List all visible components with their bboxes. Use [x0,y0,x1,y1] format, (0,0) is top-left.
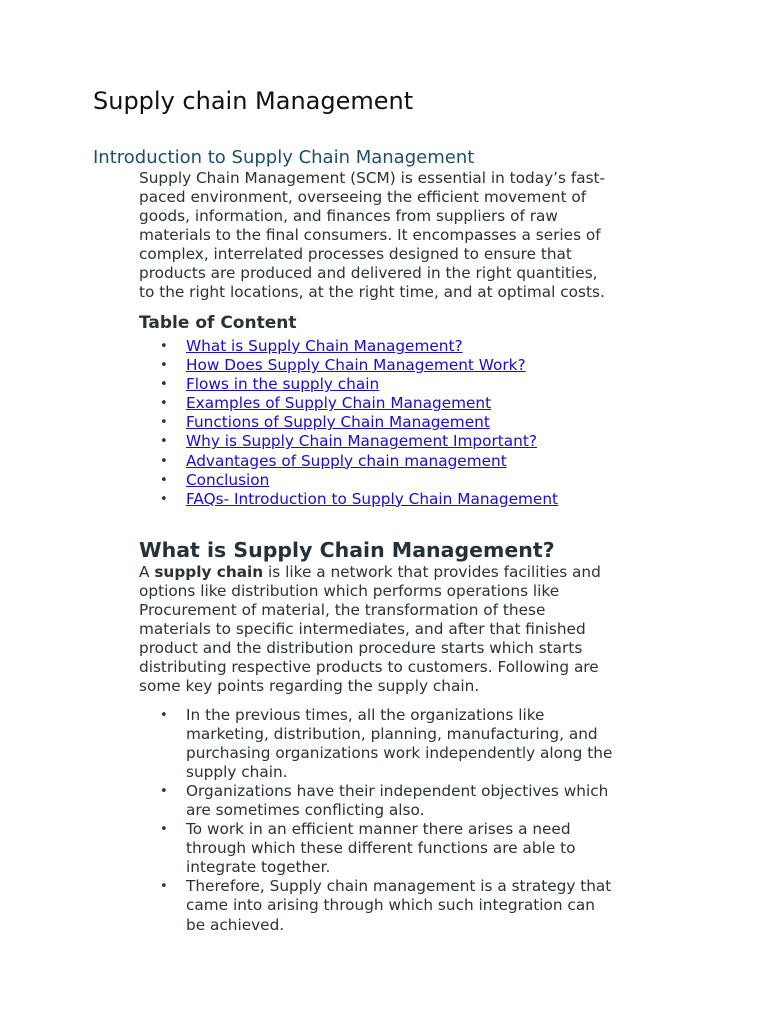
bullet-icon: • [160,783,168,799]
toc-item [139,432,679,451]
bullet-icon: • [160,822,168,838]
intro-line: goods, information, and finances from suppliers of raw [139,207,558,225]
toc-item [139,413,679,432]
paragraph-line: some key points regarding the supply chain. [139,677,480,696]
toc-item [139,490,679,509]
section-heading: Introduction to Supply Chain Management [93,147,475,168]
key-point-line: came into arising through which such integration can [186,896,595,915]
paragraph-line: options like distribution which performs operations like [139,581,560,600]
article-body [139,169,679,935]
intro-line: materials to the final consumers. It encompasses a series of [139,226,601,244]
paragraph-line: product and the distribution procedure starts which starts [139,639,583,658]
key-point-line: To work in an efficient manner there arises a need [186,820,571,839]
paragraph-line: Procurement of material, the transformation of these [139,601,546,620]
toc-link[interactable]: How Does Supply Chain Management Work? [186,356,526,375]
key-points-list [139,706,679,935]
bullet-icon: • [160,396,168,412]
key-point-item [139,782,679,820]
toc-item [139,394,679,413]
toc-link[interactable]: Why is Supply Chain Management Important? [186,432,537,451]
what-is-scm-paragraph [139,563,679,697]
toc-link[interactable]: Conclusion [186,470,270,489]
key-point-line: Therefore, Supply chain management is a strategy that [186,877,612,896]
key-point-line: are sometimes conflicting also. [186,800,425,819]
supply-chain-term: supply chain [154,562,264,581]
toc-item [139,375,679,394]
bullet-icon: • [160,453,168,469]
intro-line: complex, interrelated processes designed to ensure that [139,245,572,263]
bullet-icon: • [160,472,168,488]
paragraph-line: distributing respective products to customers. Following are [139,658,599,677]
key-point-line: supply chain. [186,762,288,781]
toc-title: Table of Content [139,313,297,333]
table-of-contents [139,337,679,509]
bullet-icon: • [160,415,168,431]
intro-line: products are produced and delivered in the right quantities, [139,264,598,282]
toc-item [139,452,679,471]
toc-link[interactable]: Flows in the supply chain [186,375,380,394]
paragraph-first-line-rest: is like a network that provides facilities and [263,562,601,581]
key-point-item [139,877,679,934]
key-point-item [139,820,679,877]
toc-link[interactable]: Functions of Supply Chain Management [186,413,490,432]
key-point-line: In the previous times, all the organizations like [186,705,545,724]
toc-item [139,356,679,375]
toc-item [139,471,679,490]
bullet-icon: • [160,358,168,374]
key-point-line: purchasing organizations work independently along the [186,743,613,762]
bullet-icon: • [160,339,168,354]
intro-line: Supply Chain Management (SCM) is essential in today’s fast- [139,169,606,187]
what-is-scm-heading: What is Supply Chain Management? [139,537,555,562]
toc-link[interactable]: What is Supply Chain Management? [186,337,463,355]
toc-item [139,337,679,356]
bullet-icon: • [160,434,168,450]
paragraph-prefix: A [139,562,155,581]
key-point-line: Organizations have their independent objectives which [186,781,609,800]
toc-link[interactable]: Examples of Supply Chain Management [186,394,492,413]
intro-paragraph [139,169,679,302]
key-point-line: marketing, distribution, planning, manufacturing, and [186,724,598,743]
page-title: Supply chain Management [93,87,414,115]
key-point-line: be achieved. [186,915,285,934]
bullet-icon: • [160,491,168,507]
paragraph-line: materials to specific intermediates, and after that finished [139,620,586,639]
bullet-icon: • [160,377,168,393]
bullet-icon: • [160,879,168,895]
key-point-line: integrate together. [186,858,331,877]
intro-line: to the right locations, at the right time, and at optimal costs. [139,283,605,301]
key-point-item [139,706,679,782]
toc-link[interactable]: Advantages of Supply chain management [186,451,507,470]
bullet-icon: • [160,707,168,723]
intro-line: paced environment, overseeing the efficient movement of [139,188,587,206]
key-point-line: through which these different functions are able to [186,839,576,858]
toc-link[interactable]: FAQs- Introduction to Supply Chain Management [186,489,559,508]
